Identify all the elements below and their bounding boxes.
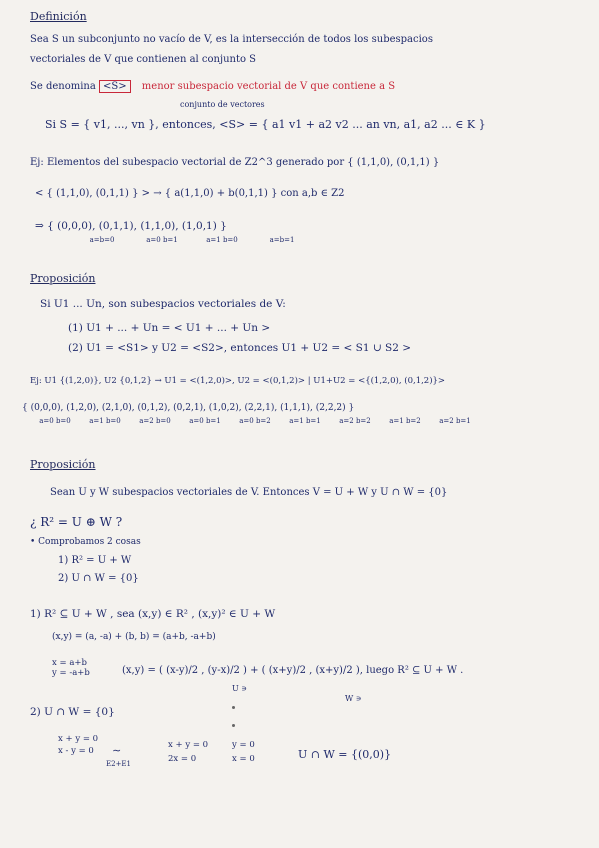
check-item-1: 1) R² = U + W xyxy=(58,555,132,566)
example-2-line: Ej: U1 {(1,2,0)}, U2 {0,1,2} → U1 = <(1,2,0)>, U2 = <(0,1,2)> | U1+U2 = <{(1,2,0), (0,1,2)}> xyxy=(30,376,446,386)
annotation-conjunto-vectores: conjunto de vectores xyxy=(180,100,265,109)
proof-2-mid-eq-1: x + y = 0 xyxy=(168,740,209,750)
subscript-label: a=b=1 xyxy=(269,236,295,244)
proof-1-system xyxy=(52,658,90,678)
proof-2-res-2: x = 0 xyxy=(232,754,255,764)
subscript-label: a=2 b=0 xyxy=(139,417,171,425)
subscript-label: a=2 b=2 xyxy=(339,417,371,425)
proof-2-eq-1: x + y = 0 xyxy=(58,734,99,744)
example-2-subscripts xyxy=(30,417,480,425)
subscript-label: a=0 b=0 xyxy=(39,417,71,425)
equivalence-symbol: ∼ xyxy=(112,744,122,757)
section-title-definicion: Definición xyxy=(30,10,87,23)
example-2-set: { (0,0,0), (1,2,0), (2,1,0), (0,1,2), (0,2,1), (1,0,2), (2,2,1), (1,1,1), (2,2,2) } xyxy=(22,403,355,413)
section-title-proposicion-1: Proposición xyxy=(30,272,96,285)
definition-line-2: vectoriales de V que contienen al conjunto S xyxy=(30,54,257,65)
subscript-label: a=2 b=1 xyxy=(439,417,471,425)
proof-2-operation: E2+E1 xyxy=(106,760,131,768)
ink-dot xyxy=(232,706,235,709)
subscript-label: a=0 b=1 xyxy=(146,236,178,244)
subscript-label: a=1 b=1 xyxy=(289,417,321,425)
proof-1-line-1: 1) R² ⊆ U + W , sea (x,y) ∈ R² , (x,y)² ∈ U + W xyxy=(30,608,276,620)
ink-dot xyxy=(232,724,235,727)
definition-red-note: menor subespacio vectorial de V que contiene a S xyxy=(141,81,396,92)
span-notation-box: <S> xyxy=(99,80,131,93)
definition-prefix: Se denomina xyxy=(30,81,96,92)
subscript-label: a=b=0 xyxy=(89,236,115,244)
proof-1-result: (x,y) = ( (x-y)/2 , (y-x)/2 ) + ( (x+y)/2 , (x+y)/2 ), luego R² ⊆ U + W . xyxy=(122,665,464,676)
proof-2-final: U ∩ W = {(0,0)} xyxy=(298,748,392,761)
subscript-label: a=0 b=1 xyxy=(189,417,221,425)
proof-1-line-2: (x,y) = (a, -a) + (b, b) = (a+b, -a+b) xyxy=(52,632,216,642)
section-title-proposicion-2: Proposición xyxy=(30,458,96,471)
proof-2-eq-2: x - y = 0 xyxy=(58,746,94,756)
definition-line-1: Sea S un subconjunto no vacío de V, es la intersección de todos los subespacios xyxy=(30,34,433,45)
example-1-result: ⇒ { (0,0,0), (0,1,1), (1,1,0), (1,0,1) } xyxy=(35,220,227,232)
proof-1-w-label: W ∍ xyxy=(345,694,362,703)
proposition-1-line-2: (1) U1 + ... + Un = < U1 + ... + Un > xyxy=(68,322,271,334)
proof-2-mid-system xyxy=(168,738,208,766)
proof-1-u-label: U ∍ xyxy=(232,684,248,693)
proof-2-res-1: y = 0 xyxy=(232,740,255,750)
definition-line-3 xyxy=(30,80,395,93)
proposition-1-line-3: (2) U1 = <S1> y U2 = <S2>, entonces U1 + U2 = < S1 ∪ S2 > xyxy=(68,342,412,354)
proposition-1-line-1: Si U1 ... Un, son subespacios vectoriales de V: xyxy=(40,298,286,310)
question-line: ¿ R² = U ⊕ W ? xyxy=(30,515,123,529)
span-formula-line: Si S = { v1, ..., vn }, entonces, <S> = { a1 v1 + a2 v2 ... an vn, a1, a2 ... ∈ K } xyxy=(45,118,486,131)
example-1-subscripts xyxy=(72,236,312,244)
check-item-2: 2) U ∩ W = {0} xyxy=(58,573,139,584)
proof-1-eq-1: x = a+b xyxy=(52,658,87,668)
subscript-label: a=1 b=2 xyxy=(389,417,421,425)
proof-2-system xyxy=(58,733,98,757)
example-1-line-2: < { (1,1,0), (0,1,1) } > → { a(1,1,0) + b(0,1,1) } con a,b ∈ Z2 xyxy=(35,188,345,199)
subscript-label: a=1 b=0 xyxy=(89,417,121,425)
subscript-label: a=1 b=0 xyxy=(206,236,238,244)
subscript-label: a=0 b=2 xyxy=(239,417,271,425)
proof-1-eq-2: y = -a+b xyxy=(52,668,90,678)
proof-2-mid-eq-2: 2x = 0 xyxy=(168,754,197,764)
proof-2-result-system xyxy=(232,738,255,766)
check-intro: • Comprobamos 2 cosas xyxy=(30,537,141,547)
example-1-line-1: Ej: Elementos del subespacio vectorial de Z2^3 generado por { (1,1,0), (0,1,1) } xyxy=(30,157,440,168)
proof-2-line-1: 2) U ∩ W = {0} xyxy=(30,706,115,718)
proposition-2-line-1: Sean U y W subespacios vectoriales de V. Entonces V = U + W y U ∩ W = {0} xyxy=(50,487,448,498)
